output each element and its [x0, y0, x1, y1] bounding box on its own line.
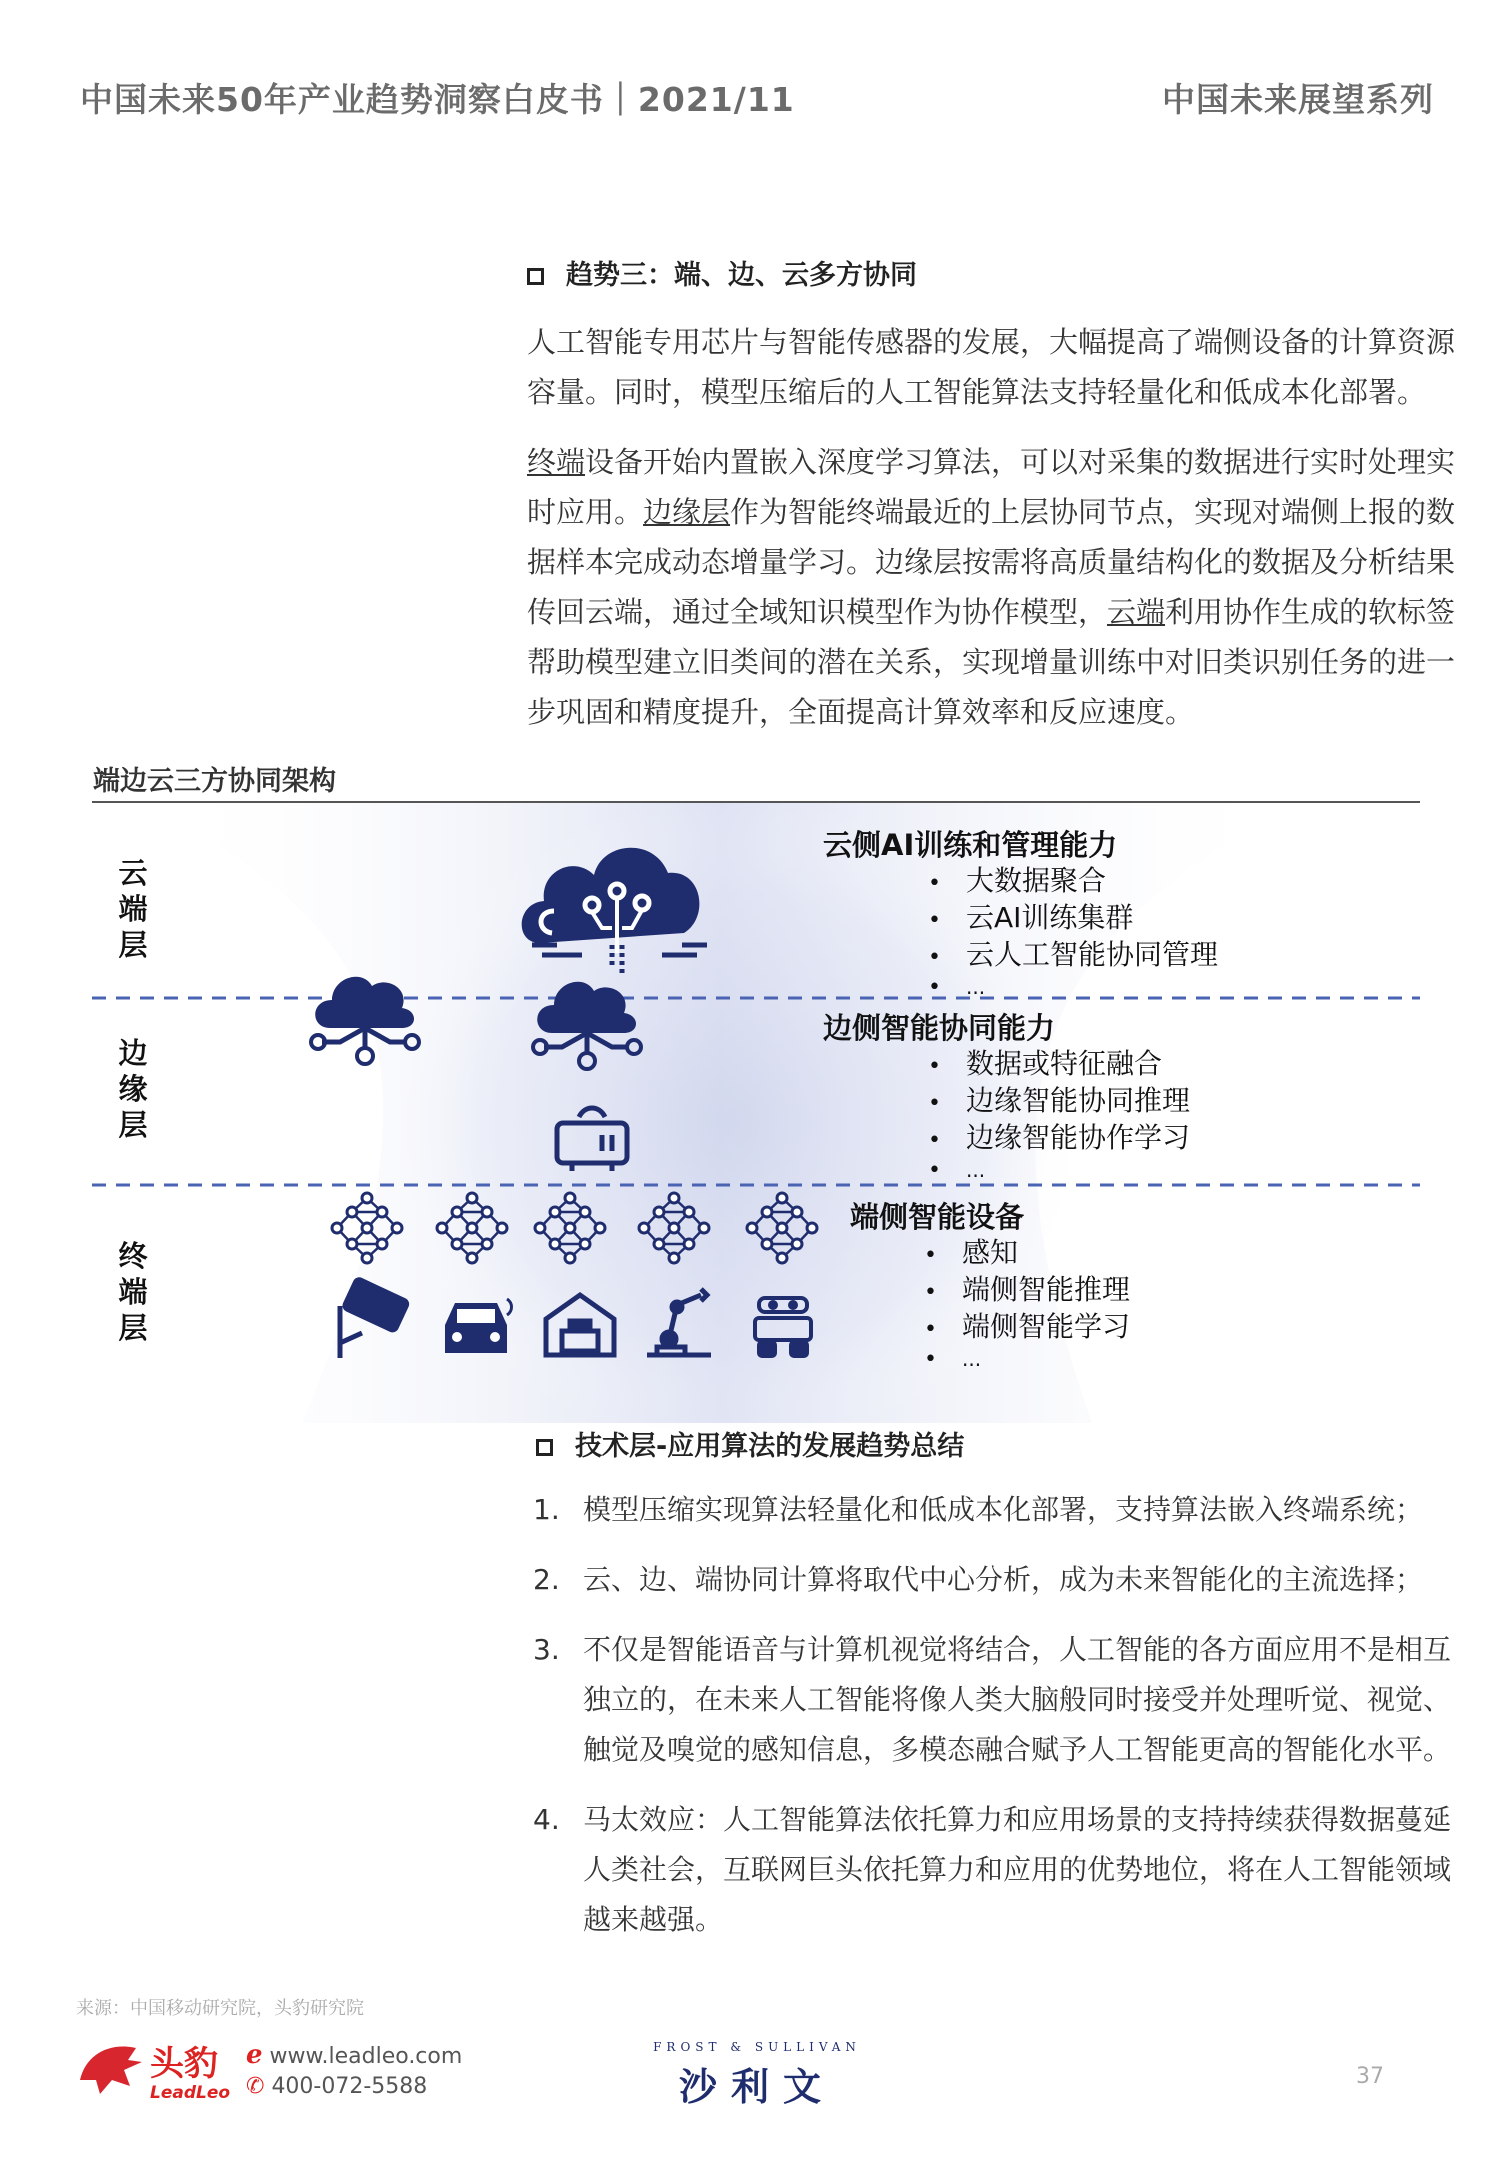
header-title: 中国未来50年产业趋势洞察白皮书｜2021/11 [80, 80, 795, 119]
cloud-capabilities [823, 823, 1218, 1000]
cap-item: • 端侧智能学习 [924, 1310, 1130, 1347]
summary-title: 技术层-应用算法的发展趋势总结 [575, 1431, 965, 1462]
partner-name-en: FROST & SULLIVAN [653, 2040, 861, 2054]
cap-title-cloud: 云侧AI训练和管理能力 [823, 828, 1118, 862]
edge-capabilities [823, 1006, 1190, 1183]
list-item: 3. 不仅是智能语音与计算机视觉将结合，人工智能的各方面应用不是相互独立的，在未来人工智能将像人类大脑般同时接受并处理听觉、视觉、触觉及嗅觉的感知信息，多模态融合赋予人工智能更高的智能化水平。 [533, 1633, 1452, 1766]
square-bullet-icon [527, 268, 544, 285]
layer-label-cloud: 云 端 层 [118, 856, 148, 962]
partner-logo [652, 2040, 862, 2111]
cap-title-terminal: 端侧智能设备 [850, 1200, 1025, 1234]
cap-item: • ... [924, 1347, 1130, 1372]
list-item: 4. 马太效应：人工智能算法依托算力和应用场景的支持持续获得数据蔓延人类社会，互联网巨头依托算力和应用的优势地位，将在人工智能领域越来越强。 [533, 1803, 1452, 1936]
cap-title-edge: 边侧智能协同能力 [823, 1011, 1056, 1045]
brand-name-en: LeadLeo [150, 2083, 231, 2103]
summary-list [533, 1485, 1453, 1965]
cap-item: • 端侧智能推理 [924, 1273, 1130, 1310]
architecture-diagram [92, 803, 1420, 1433]
cap-item: • ... [928, 1158, 1190, 1183]
website-row [246, 2040, 462, 2070]
cap-item: • 感知 [924, 1236, 1130, 1273]
web-icon: ℯ [246, 2040, 263, 2070]
terminal-capabilities [850, 1195, 1130, 1372]
source-note: 来源：中国移动研究院，头豹研究院 [76, 1998, 364, 2019]
term-terminal: 终端 [527, 445, 586, 479]
brand-block [150, 2036, 230, 2103]
layer-label-terminal: 终 端 层 [118, 1239, 148, 1345]
cap-item: • ... [928, 975, 1218, 1000]
list-item: 2. 云、边、端协同计算将取代中心分析，成为未来智能化的主流选择； [533, 1563, 1424, 1596]
term-cloud: 云端 [1107, 595, 1166, 629]
cap-item: • 云AI训练集群 [928, 901, 1218, 938]
cap-item: • 边缘智能协同推理 [928, 1084, 1190, 1121]
diagram-title: 端边云三方协同架构 [93, 766, 336, 797]
phone-row [246, 2074, 427, 2099]
trend-paragraph-1: 人工智能专用芯片与智能传感器的发展，大幅提高了端侧设备的计算资源容量。同时，模型压缩后的人工智能算法支持轻量化和低成本化部署。 [527, 325, 1456, 409]
term-edge: 边缘层 [643, 495, 731, 529]
partner-name-cn: 沙利文 [678, 2065, 835, 2109]
summary-heading [536, 1424, 964, 1463]
cap-item: • 大数据聚合 [928, 864, 1218, 901]
trend-paragraph-2: 终端设备开始内置嵌入深度学习算法，可以对采集的数据进行实时处理实时应用。边缘层作为智能终端最近的上层协同节点，实现对端侧上报的数据样本完成动态增量学习。边缘层按需将高质量结构化的数据及分析结果传回云端，通过全域知识模型作为协作模型，云端利用协作生成的软标签帮助模型建立旧类间的潜在关系，实现增量训练中对旧类识别任务的进一步巩固和精度提升，全面提高计算效率和反应速度。 [527, 445, 1456, 729]
trend-title: 趋势三：端、边、云多方协同 [566, 260, 917, 291]
phone-icon: ✆ [246, 2074, 265, 2099]
page-number: 37 [1356, 2064, 1384, 2089]
leadleo-logo-icon [76, 2040, 146, 2096]
square-bullet-icon [536, 1439, 553, 1456]
list-item: 1. 模型压缩实现算法轻量化和低成本化部署，支持算法嵌入终端系统； [533, 1493, 1424, 1526]
cap-item: • 云人工智能协同管理 [928, 938, 1218, 975]
website-link[interactable]: www.leadleo.com [269, 2044, 463, 2069]
phone-number: 400-072-5588 [271, 2074, 428, 2099]
brand-name: 头豹 [150, 2044, 218, 2084]
cap-item: • 数据或特征融合 [928, 1047, 1190, 1084]
cap-item: • 边缘智能协作学习 [928, 1121, 1190, 1158]
header-series: 中国未来展望系列 [1162, 80, 1434, 119]
trend-heading [527, 253, 917, 292]
layer-label-edge: 边 缘 层 [118, 1036, 148, 1142]
